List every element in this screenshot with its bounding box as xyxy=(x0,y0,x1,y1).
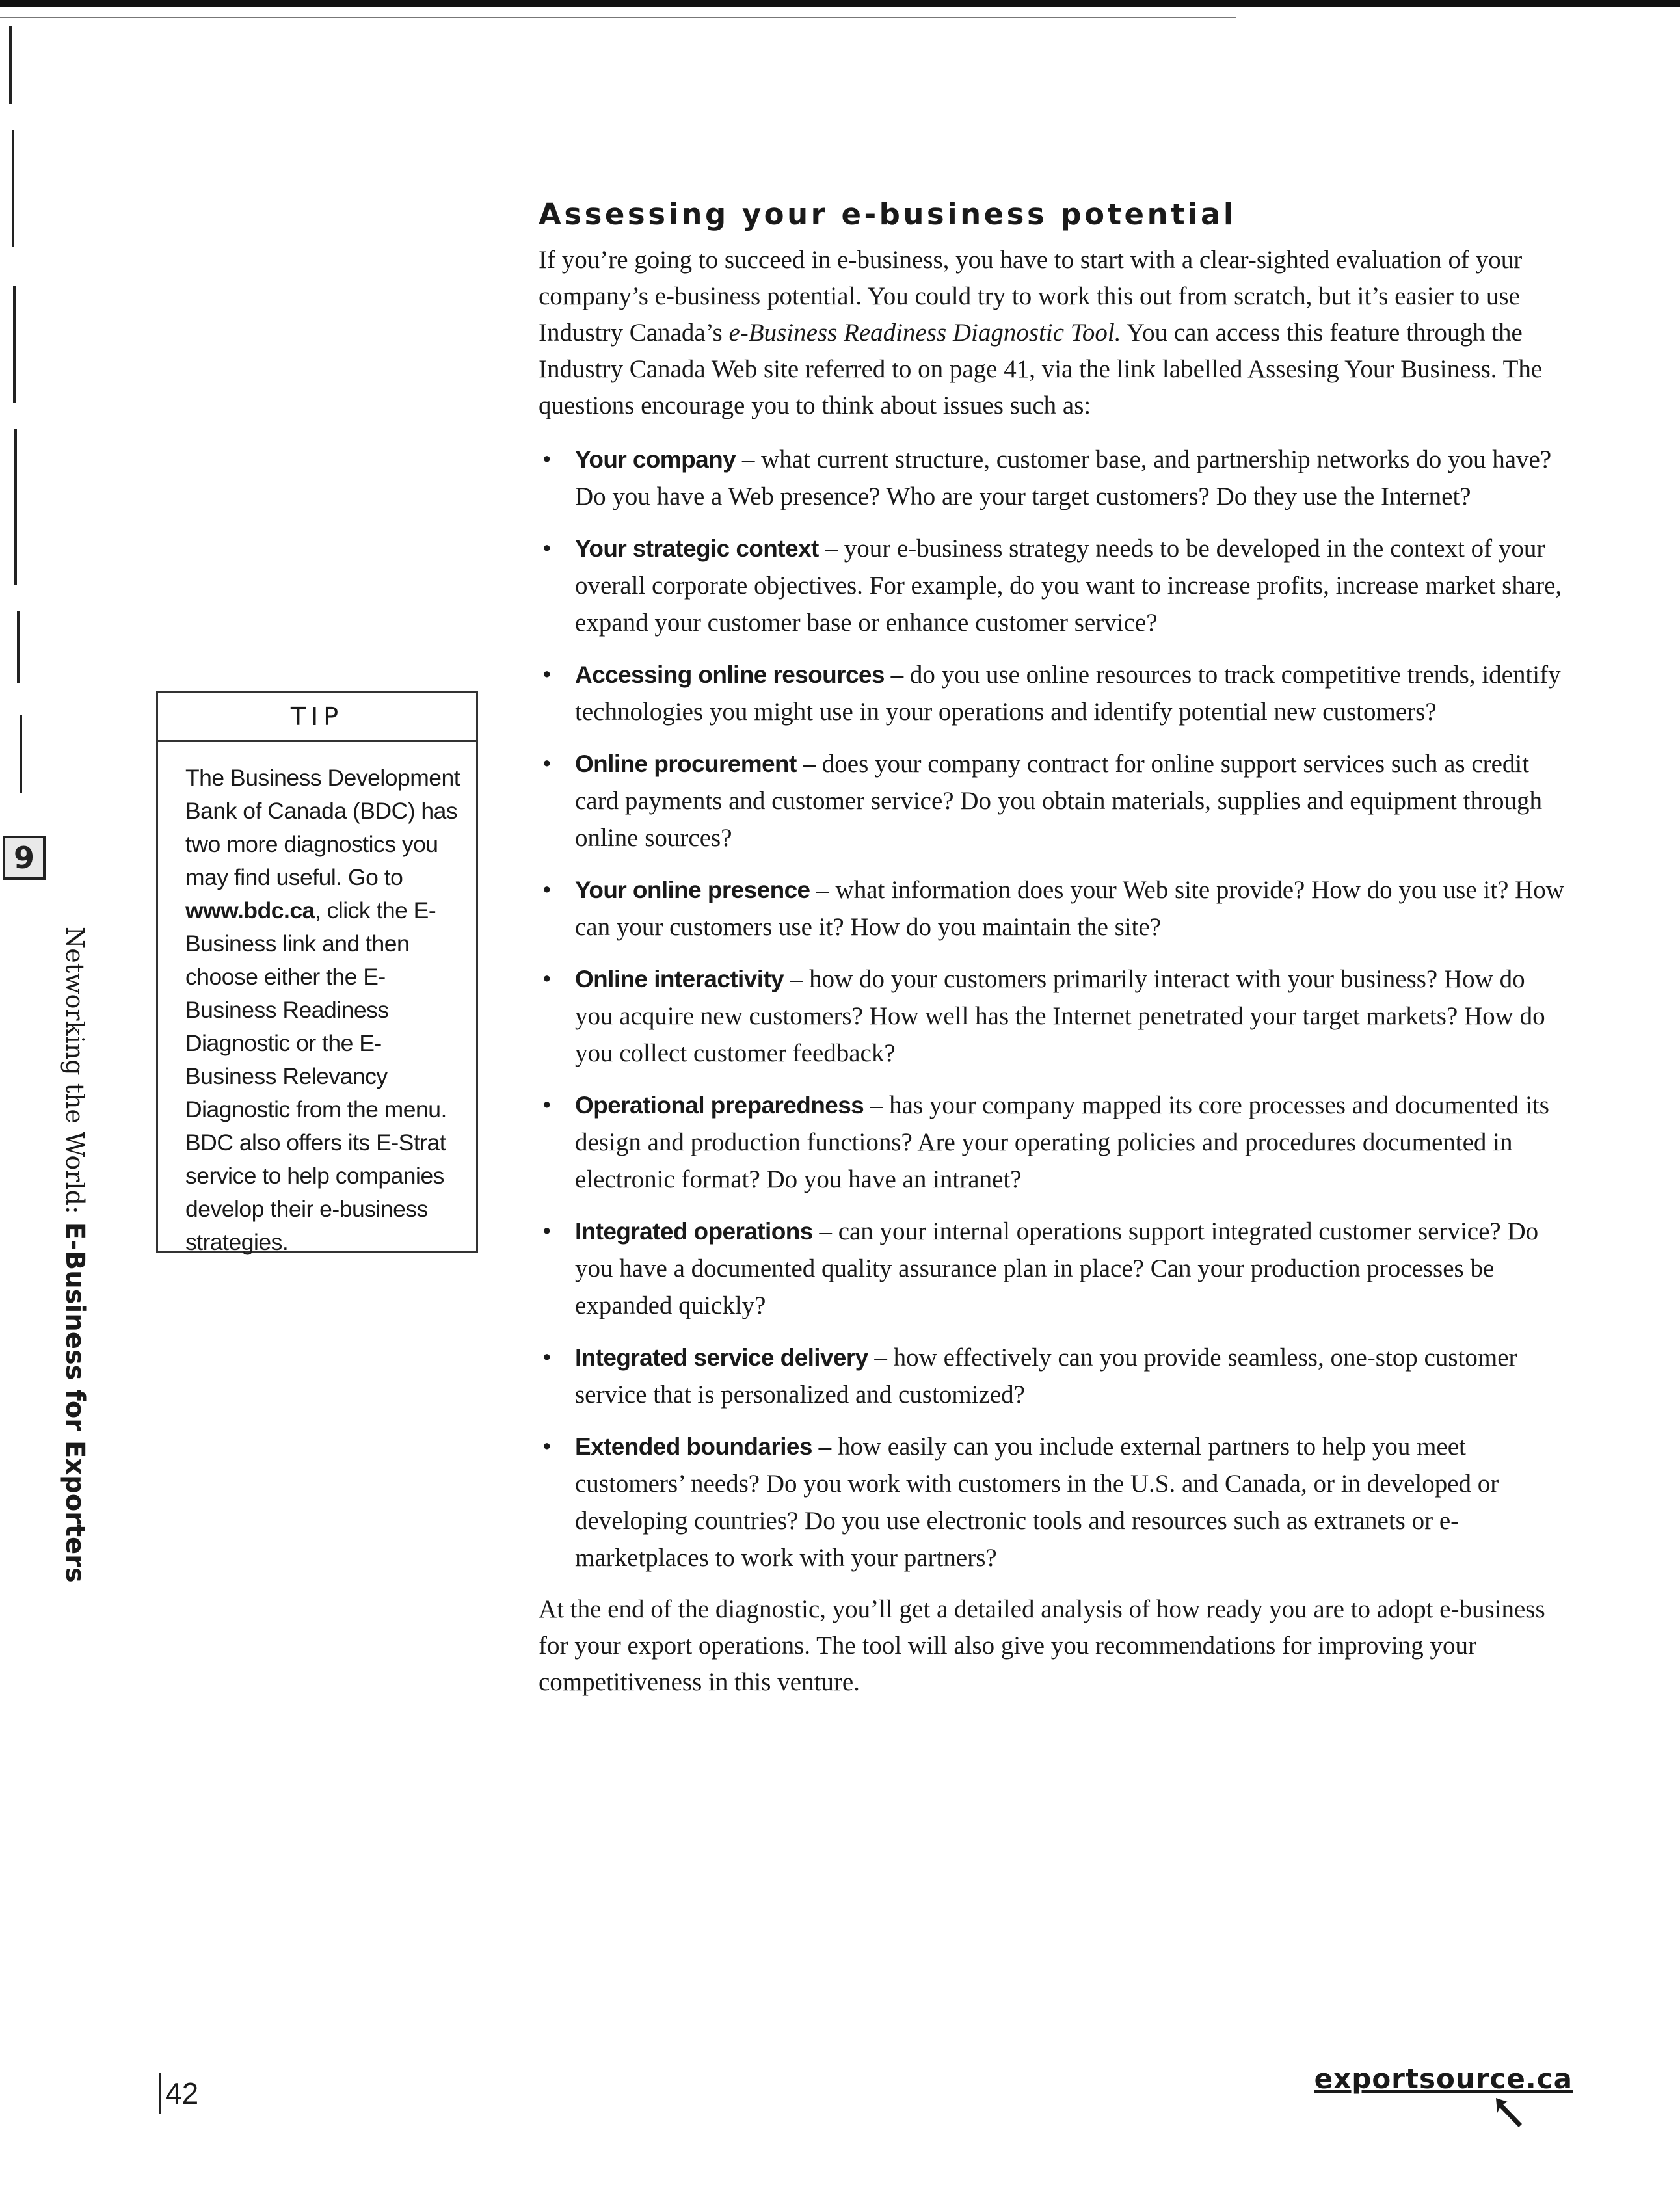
list-item xyxy=(539,441,1566,515)
list-item-term: Integrated service delivery xyxy=(575,1344,868,1371)
list-item-term: Accessing online resources xyxy=(575,661,885,688)
list-item-term: Integrated operations xyxy=(575,1218,813,1245)
tip-url-link[interactable]: www.bdc.ca xyxy=(185,897,315,923)
binding-mark xyxy=(17,611,20,683)
running-title-plain: Networking the World: xyxy=(60,927,89,1222)
intro-text: If you’re going to succeed in e-business, you have to start with a clear-sighted evaluation of your company’s e-business potential. You could try to work this out from scratch, but it’s easier to use Industry Canada’s xyxy=(539,246,1523,347)
top-border-rule xyxy=(0,0,1680,7)
bullet-icon: • xyxy=(542,535,552,563)
tip-box xyxy=(156,691,478,1253)
page-number: 42 xyxy=(159,2073,198,2114)
list-item-text: – can your internal operations support integrated customer service? Do you have a documented quality assurance plan in place? Can your production processes be expanded quickly? xyxy=(575,1217,1539,1319)
list-item xyxy=(539,530,1566,641)
tip-body xyxy=(158,742,476,1259)
list-item-term: Your strategic context xyxy=(575,535,819,562)
bullet-icon: • xyxy=(542,1344,552,1372)
list-item-term: Extended boundaries xyxy=(575,1433,812,1460)
exportsource-link[interactable]: exportsource.ca xyxy=(1314,2063,1573,2095)
bullet-icon: • xyxy=(542,1433,552,1461)
arrow-cursor-icon xyxy=(1493,2095,1532,2132)
list-item xyxy=(539,656,1566,730)
running-title-bold: E-Business for Exporters xyxy=(60,1221,90,1583)
list-item xyxy=(539,1339,1566,1413)
tip-text: The Business Development Bank of Canada (BDC) has two more diagnostics you may find useful. Go to xyxy=(185,765,460,890)
bullet-icon: • xyxy=(542,445,552,473)
tip-text: , click the E-Business link and then choose either the E-Business Readiness Diagnostic or the E-Business Relevancy Diagnostic from the menu. BDC also offers its E-Strat service to help companies develop their e-business strategies. xyxy=(185,897,447,1255)
intro-tool-name: e-Business Readiness Diagnostic Tool. xyxy=(728,319,1121,347)
bullet-icon: • xyxy=(542,750,552,778)
list-item-text: – do you use online resources to track competitive trends, identify technologies you might use in your operations and identify potential new customers? xyxy=(575,661,1561,726)
binding-mark xyxy=(13,286,16,403)
bullet-icon: • xyxy=(542,876,552,904)
list-item xyxy=(539,871,1566,946)
binding-mark xyxy=(9,26,12,104)
intro-paragraph xyxy=(539,242,1566,424)
bullet-icon: • xyxy=(542,1091,552,1119)
issues-list xyxy=(539,441,1566,1576)
list-item-text: – what current structure, customer base, and partnership networks do you have? Do you have a Web presence? Who are your target customers? Do they use the Internet? xyxy=(575,445,1552,510)
list-item-term: Your company xyxy=(575,446,736,473)
list-item-text: – how effectively can you provide seamless, one-stop customer service that is personalized and customized? xyxy=(575,1344,1517,1409)
main-content xyxy=(539,195,1566,1701)
intro-text: You can access this feature through the Industry Canada Web site referred to on page 41, via the link labelled Assesing Your Business. The questions encourage you to think about issues such as: xyxy=(539,319,1543,419)
chapter-number: 9 xyxy=(13,840,34,875)
list-item-text: – has your company mapped its core processes and documented its design and production functions? Are your operating policies and procedures documented in electronic format? Do you have an intranet? xyxy=(575,1091,1549,1193)
binding-mark xyxy=(12,130,14,247)
list-item-term: Online procurement xyxy=(575,750,797,777)
chapter-badge xyxy=(3,836,46,880)
list-item-text: – your e-business strategy needs to be developed in the context of your overall corporate objectives. For example, do you want to increase profits, increase market share, expand your customer base or enhance customer service? xyxy=(575,535,1562,637)
list-item xyxy=(539,961,1566,1072)
list-item-term: Online interactivity xyxy=(575,966,784,992)
list-item-term: Your online presence xyxy=(575,877,810,903)
list-item-term: Operational preparedness xyxy=(575,1092,864,1119)
list-item xyxy=(539,1087,1566,1198)
list-item xyxy=(539,1428,1566,1576)
bullet-icon: • xyxy=(542,1217,552,1245)
running-title xyxy=(55,927,94,1583)
closing-paragraph: At the end of the diagnostic, you’ll get a detailed analysis of how ready you are to adopt e-business for your export operations. The tool will also give you recommendations for improving your competitiveness in this venture. xyxy=(539,1595,1545,1696)
list-item-text: – how easily can you include external partners to help you meet customers’ needs? Do you work with customers in the U.S. and Canada, or in developed or developing countries? Do you use electronic tools and resources such as extranets or e-marketplaces to work with your partners? xyxy=(575,1433,1499,1572)
list-item xyxy=(539,745,1566,856)
bullet-icon: • xyxy=(542,965,552,993)
list-item-text: – what information does your Web site provide? How do you use it? How can your customers use it? How do you maintain the site? xyxy=(575,876,1564,941)
binding-mark xyxy=(20,715,22,793)
top-thin-rule xyxy=(0,17,1236,18)
tip-heading: TIP xyxy=(158,693,476,742)
bullet-icon: • xyxy=(542,661,552,689)
binding-mark xyxy=(14,429,17,585)
list-item-text: – does your company contract for online support services such as credit card payments and customer service? Do you obtain materials, supplies and equipment through online sources? xyxy=(575,750,1543,852)
section-heading: Assessing your e-business potential xyxy=(539,197,1236,232)
list-item-text: – how do your customers primarily interact with your business? How do you acquire new customers? How well has the Internet penetrated your target markets? How do you collect customer feedback? xyxy=(575,965,1545,1067)
list-item xyxy=(539,1213,1566,1324)
